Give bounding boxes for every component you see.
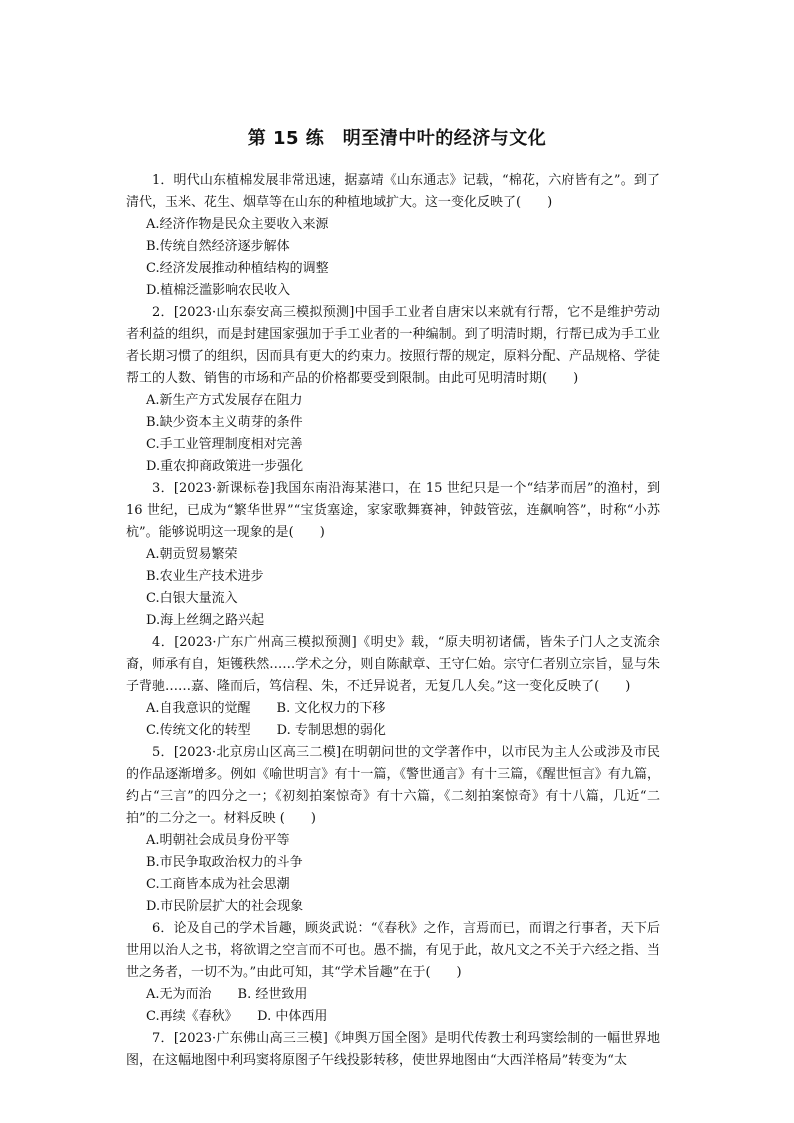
question-2-option-a: A.新生产方式发展存在阻力 <box>146 393 303 408</box>
question-3-option-b: B.农业生产技术进步 <box>146 569 264 584</box>
question-3-option-a: A.朝贡贸易繁荣 <box>146 547 238 562</box>
question-2-option-d: D.重农抑商政策进一步强化 <box>146 459 304 474</box>
question-5-option-a: A.明朝社会成员身份平等 <box>146 833 290 848</box>
question-5-option-c: C.工商皆本成为社会思潮 <box>146 877 290 892</box>
question-6-stem: 6．论及自己的学术旨趣，顾炎武说：“《春秋》之作，言焉而已，而谓之行事者，天下后世用以治人之书，将欲谓之空言而不可也。愚不揣，有见于此，故凡文之不关于六经之指、当世之务者，一切不为。”由此可知，其“学术旨趣”在于( ) <box>126 921 660 980</box>
question-2-option-c: C.手工业管理制度相对完善 <box>146 437 303 452</box>
question-4-options-ab: A.自我意识的觉醒 B. 文化权力的下移 <box>146 701 386 716</box>
question-1-option-a: A.经济作物是民众主要收入来源 <box>146 217 329 232</box>
question-7-stem: 7．[2023·广东佛山高三三模]《坤舆万国全图》是明代传教士利玛窦绘制的一幅世界地图，在这幅地图中利玛窦将原图子午线投影转移，使世界地图由“大西洋格局”转变为“太 <box>126 1031 660 1068</box>
question-2-stem: 2．[2023·山东泰安高三模拟预测]中国手工业者自唐宋以来就有行帮，它不是维护劳动者利益的组织，而是封建国家强加于手工业者的一种编制。到了明清时期，行帮已成为手工业者长期习惯了的组织，因而具有更大的约束力。按照行帮的规定，原料分配、产品规格、学徒帮工的人数、销售的市场和产品的价格都要受到限制。由此可见明清时期( ) <box>126 305 660 386</box>
question-5-option-d: D.市民阶层扩大的社会现象 <box>146 899 304 914</box>
question-list <box>126 170 660 1072</box>
question-1-option-b: B.传统自然经济逐步解体 <box>146 239 290 254</box>
question-5-option-b: B.市民争取政治权力的斗争 <box>146 855 303 870</box>
question-5-stem: 5．[2023·北京房山区高三二模]在明朝问世的文学著作中，以市民为主人公或涉及市民的作品逐渐增多。例如《喻世明言》有十一篇，《警世通言》有十三篇，《醒世恒言》有九篇，约占“三言”的四分之一；《初刻拍案惊奇》有十六篇，《二刻拍案惊奇》有十八篇，几近“二拍”的二分之一。材料反映 ( ) <box>126 745 660 826</box>
question-4-stem: 4．[2023·广东广州高三模拟预测]《明史》载，“原夫明初诸儒，皆朱子门人之支流余裔，师承有自，矩镬秩然……学术之分，则自陈献章、王守仁始。宗守仁者别立宗旨，显与朱子背驰……嘉、隆而后，笃信程、朱，不迁异说者，无复几人矣。”这一变化反映了( ) <box>126 635 660 694</box>
question-1-option-d: D.植棉泛滥影响农民收入 <box>146 283 291 298</box>
question-4-options-cd: C.传统文化的转型 D. 专制思想的弱化 <box>146 723 386 738</box>
question-1-option-c: C.经济发展推动种植结构的调整 <box>146 261 329 276</box>
question-1-stem: 1．明代山东植棉发展非常迅速，据嘉靖《山东通志》记载，“棉花，六府皆有之”。到了清代，玉米、花生、烟草等在山东的种植地域扩大。这一变化反映了( ) <box>126 173 660 210</box>
question-3-option-d: D.海上丝绸之路兴起 <box>146 613 265 628</box>
question-3-option-c: C.白银大量流入 <box>146 591 238 606</box>
page-title: 第 15 练 明至清中叶的经济与文化 <box>247 128 547 149</box>
question-6-options-cd: C.再续《春秋》 D. 中体西用 <box>146 1009 328 1024</box>
question-2-option-b: B.缺少资本主义萌芽的条件 <box>146 415 303 430</box>
question-6-options-ab: A.无为而治 B. 经世致用 <box>146 987 308 1002</box>
question-3-stem: 3．[2023·新课标卷]我国东南沿海某港口，在 15 世纪只是一个“结茅而居”的渔村，到 16 世纪，已成为“繁华世界”“宝货塞途，家家歌舞赛神，钟鼓管弦，连飙响答”，时称“小苏杭”。能够说明这一现象的是( ) <box>126 481 660 540</box>
